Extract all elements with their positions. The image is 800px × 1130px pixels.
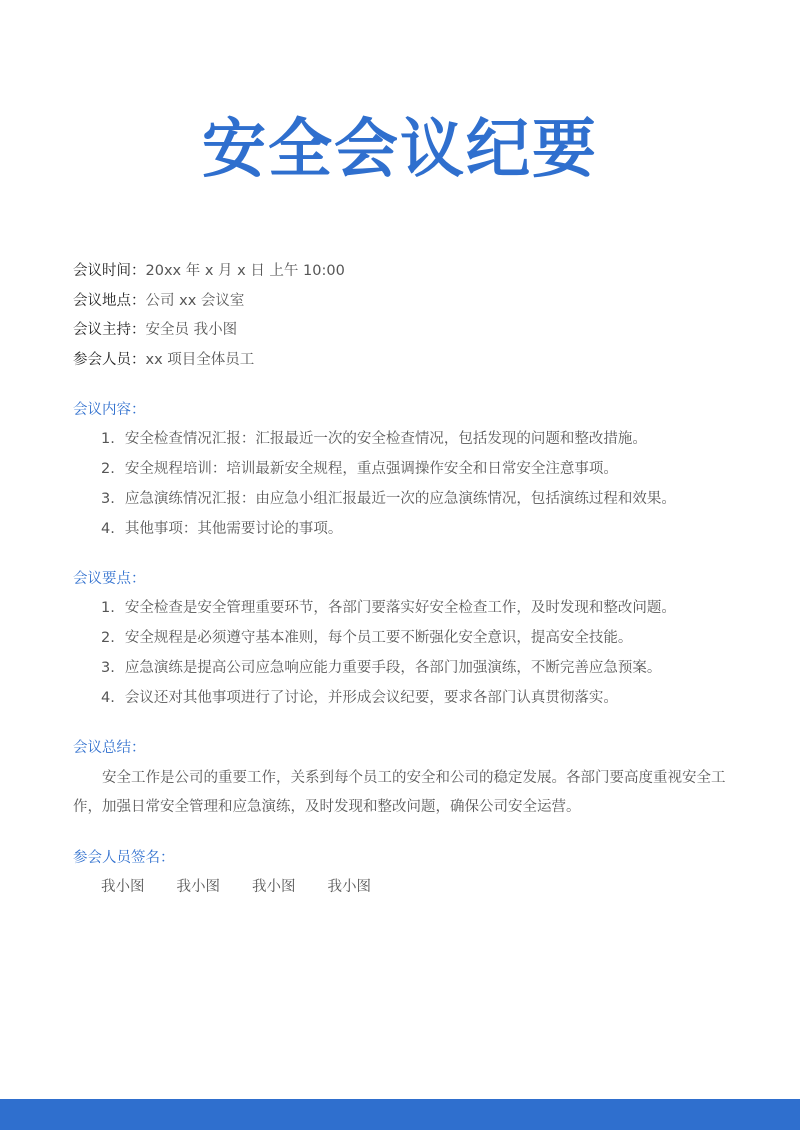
item-text: 应急演练情况汇报：由应急小组汇报最近一次的应急演练情况，包括演练过程和效果。 (124, 491, 676, 507)
item-number: 3. (101, 660, 115, 676)
info-row-attendees (73, 347, 753, 377)
info-value: 20xx 年 x 月 x 日 上午 10:00 (145, 263, 345, 279)
item-text: 安全检查是安全管理重要环节，各部门要落实好安全检查工作，及时发现和整改问题。 (124, 600, 676, 616)
list-item (101, 456, 791, 486)
info-row-host (73, 317, 753, 347)
points-heading: 会议要点： (73, 571, 146, 587)
info-label: 会议时间： (73, 263, 146, 279)
info-label: 参会人员： (73, 351, 146, 368)
list-item (101, 625, 791, 655)
info-row-time (73, 258, 753, 288)
signature-name: 我小图 (252, 879, 296, 895)
summary-heading: 会议总结： (73, 740, 146, 756)
item-text: 会议还对其他事项进行了讨论，并形成会议纪要，要求各部门认真贯彻落实。 (124, 690, 618, 706)
footer-accent-bar (0, 1099, 800, 1130)
item-number: 1. (101, 431, 115, 447)
page-title: 安全会议纪要 (202, 113, 598, 187)
item-text: 应急演练是提高公司应急响应能力重要手段，各部门加强演练，不断完善应急预案。 (124, 660, 662, 676)
item-text: 安全规程培训：培训最新安全规程，重点强调操作安全和日常安全注意事项。 (124, 461, 618, 477)
signatures-heading: 参会人员签名： (73, 850, 175, 866)
list-item (101, 685, 791, 715)
info-label: 会议地点： (73, 292, 146, 309)
content-list (101, 426, 791, 546)
item-number: 4. (101, 690, 115, 706)
item-number: 1. (101, 600, 115, 616)
item-number: 4. (101, 521, 115, 537)
signature-name: 我小图 (176, 879, 220, 895)
item-number: 2. (101, 461, 115, 477)
item-number: 3. (101, 491, 115, 507)
summary-text: 安全工作是公司的重要工作，关系到每个员工的安全和公司的稳定发展。各部门要高度重视安全工作，加强日常安全管理和应急演练，及时发现和整改问题，确保公司安全运营。 (73, 770, 726, 815)
item-text: 安全规程是必须遵守基本准则，每个员工要不断强化安全意识，提高安全技能。 (124, 630, 633, 646)
points-list (101, 595, 791, 715)
list-item (101, 426, 791, 456)
meeting-info (73, 258, 753, 376)
signature-name: 我小图 (101, 879, 145, 895)
item-text: 其他事项：其他需要讨论的事项。 (124, 521, 343, 537)
signature-name: 我小图 (327, 879, 371, 895)
item-number: 2. (101, 630, 115, 646)
info-value: 公司 xx 会议室 (145, 292, 245, 309)
item-text: 安全检查情况汇报：汇报最近一次的安全检查情况，包括发现的问题和整改措施。 (124, 431, 647, 447)
info-value: xx 项目全体员工 (145, 351, 255, 368)
info-value: 安全员 我小图 (145, 322, 238, 338)
info-row-location (73, 288, 753, 318)
signature-list (101, 874, 403, 900)
list-item (101, 595, 791, 625)
info-label: 会议主持： (73, 322, 146, 338)
list-item (101, 486, 791, 516)
content-heading: 会议内容： (73, 402, 146, 418)
list-item (101, 516, 791, 546)
list-item (101, 655, 791, 685)
